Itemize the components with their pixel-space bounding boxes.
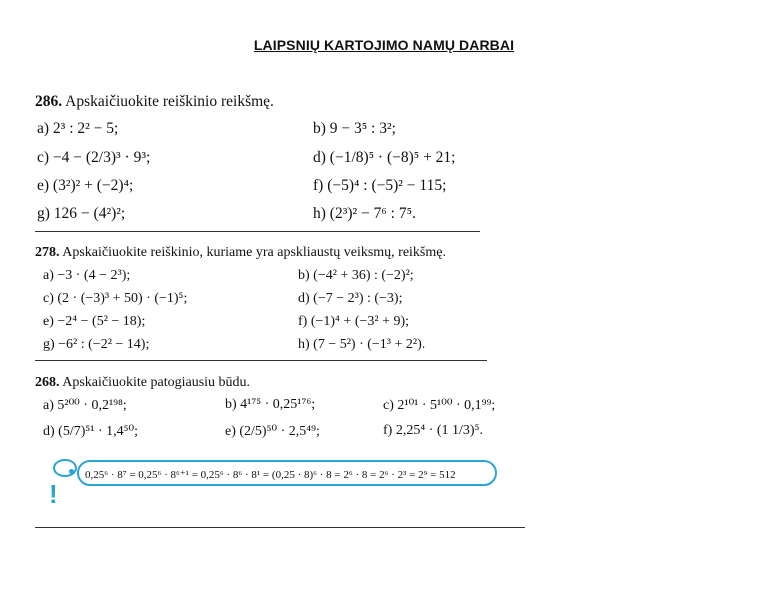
exercise-header [35,245,446,261]
task-c: c) 2¹⁰¹ · 5¹⁰⁰ · 0,1⁹⁹; [383,398,496,413]
exercise-number: 268. [35,375,60,390]
task-g: g) 126 − (4²)²; [37,205,126,222]
hint-example: 0,25⁶ · 8⁷ = 0,25⁶ · 8⁶⁺¹ = 0,25⁶ · 8⁶ · 8¹ = (0,25 · 8)⁶ · 8 = 2⁶ · 8 = 2⁶ · 2³ = 2⁹ = 512 [77,460,497,486]
task-e: e) (2/5)⁵⁰ · 2,5⁴⁹; [225,424,320,439]
exercise-instruction: Apskaičiuokite patogiausiu būdu. [62,375,251,390]
task-h: h) (2³)² − 7⁶ : 7⁵. [313,205,416,222]
divider [35,527,525,528]
task-d: d) (5/7)⁵¹ · 1,4⁵⁰; [43,424,138,439]
exclamation-icon: ! [49,479,58,509]
task-g: g) −6² : (−2² − 14); [43,337,150,352]
task-a: a) 5²⁰⁰ · 0,2¹⁹⁸; [43,398,127,413]
exercise-header [35,375,250,391]
exercise-instruction: Apskaičiuokite reiškinio reikšmę. [65,93,274,110]
exercise-278 [35,243,487,361]
task-c: c) (2 · (−3)³ + 50) · (−1)⁵; [43,291,188,306]
divider [35,231,480,232]
exercise-number: 286. [35,93,63,110]
thought-bubble-icon [53,459,77,477]
task-d: d) (−7 − 2³) : (−3); [298,291,403,306]
exercise-number: 278. [35,245,60,260]
exercise-286 [35,93,480,233]
page-title: LAIPSNIŲ KARTOJIMO NAMŲ DARBAI [253,37,515,53]
task-d: d) (−1/8)⁵ · (−8)⁵ + 21; [313,149,456,166]
task-e: e) −2⁴ − (5² − 18); [43,314,146,329]
task-a: a) −3 · (4 − 2³); [43,268,131,283]
divider [35,360,487,361]
task-f: f) (−1)⁴ + (−3² + 9); [298,314,410,329]
task-h: h) (7 − 5²) · (−1³ + 2²). [298,337,426,352]
task-e: e) (3²)² + (−2)⁴; [37,177,134,194]
task-c: c) −4 − (2/3)³ · 9³; [37,149,151,166]
task-f: f) 2,25⁴ · (1 1/3)⁵. [383,423,483,438]
task-b: b) 4¹⁷⁵ · 0,25¹⁷⁶; [225,397,316,412]
exercise-instruction: Apskaičiuokite reiškinio, kuriame yra apskliaustų veiksmų, reikšmę. [62,245,446,260]
thought-dot-icon [69,469,74,474]
task-b: b) (−4² + 36) : (−2)²; [298,268,414,283]
task-f: f) (−5)⁴ : (−5)² − 115; [313,177,447,194]
exercise-header [35,93,274,111]
exercise-268 [35,373,525,529]
task-a: a) 2³ : 2² − 5; [37,120,119,137]
task-b: b) 9 − 3⁵ : 3²; [313,120,396,137]
